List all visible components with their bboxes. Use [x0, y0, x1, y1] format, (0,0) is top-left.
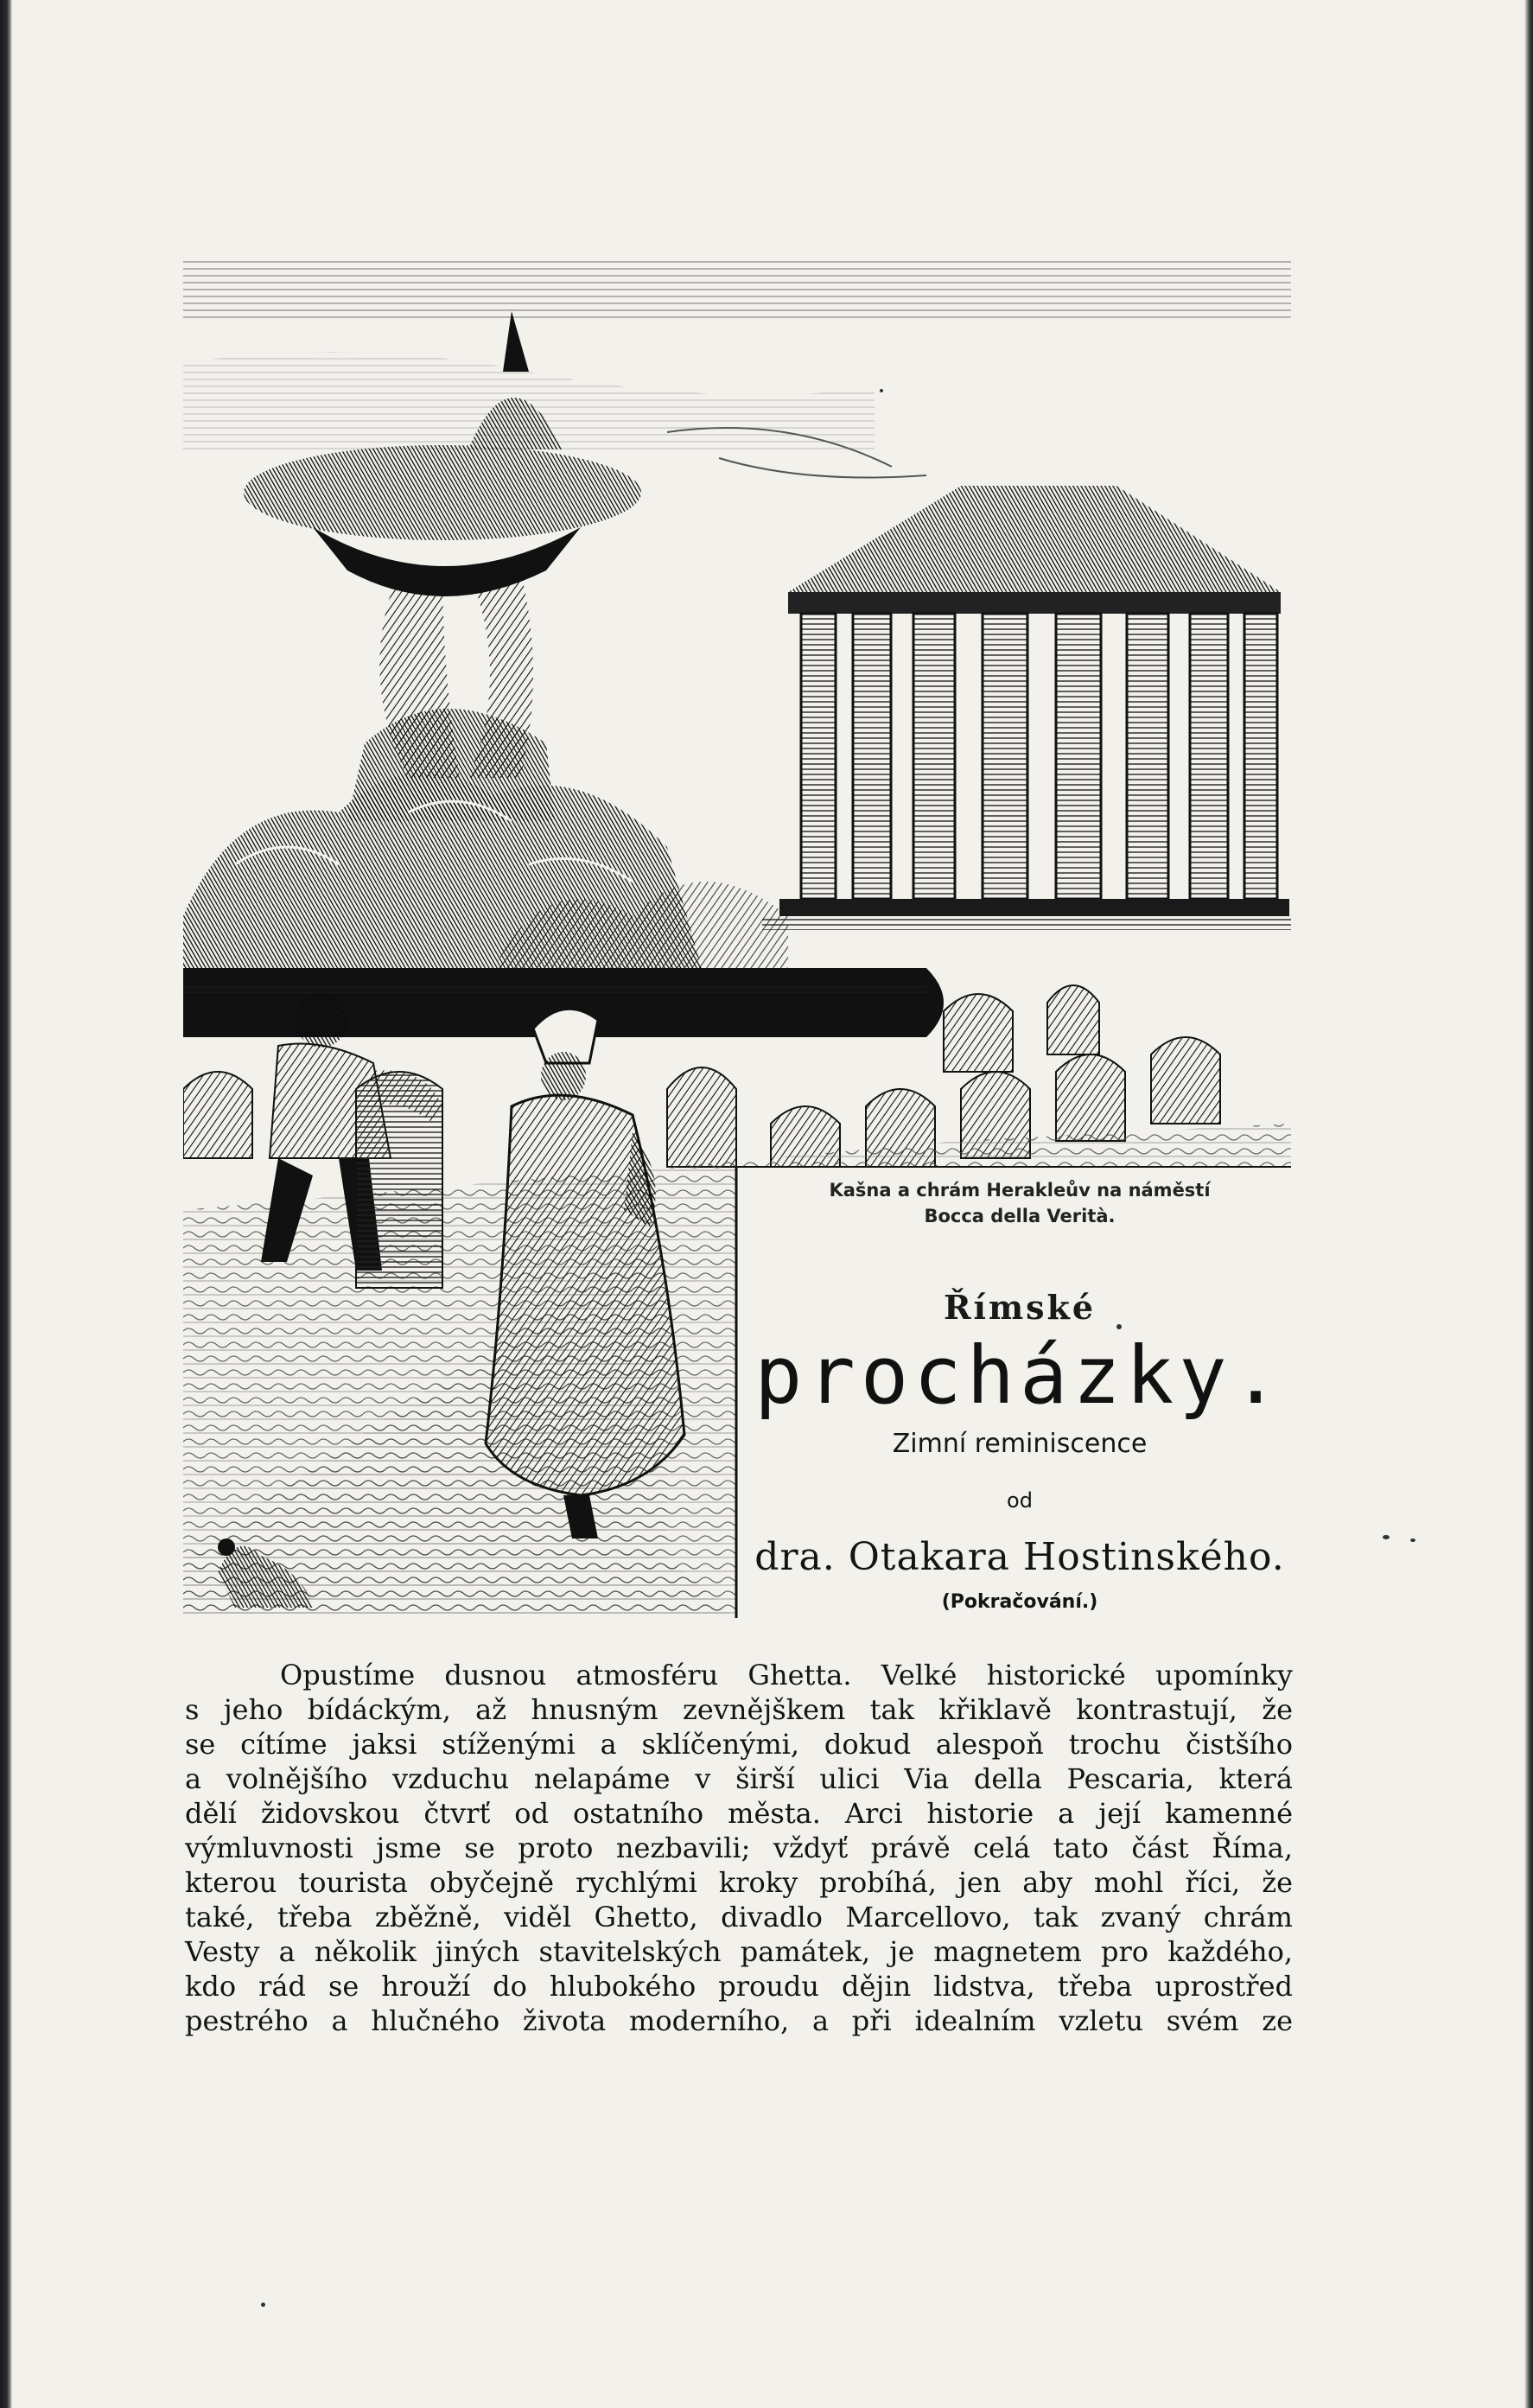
body-line: s jeho bídáckým, až hnusným zevnějškem tak křiklavě kontrastují, že: [185, 1693, 1293, 1726]
caption-line-1: Kašna a chrám Herakleův na náměstí: [829, 1180, 1211, 1201]
body-line: a volnějšího vzduchu nelapáme v širší ulici Via della Pescaria, která: [185, 1762, 1293, 1795]
woman-figure: [486, 1009, 684, 1538]
byline-preposition: od: [1007, 1488, 1033, 1513]
body-line: pestrého a hlučného života moderního, a při idealním vzletu svém ze: [185, 2004, 1293, 2037]
author-name: dra. Otakara Hostinského.: [754, 1535, 1285, 1579]
paper-speck: [1116, 1324, 1122, 1329]
article-subtitle: Zimní reminiscence: [892, 1429, 1148, 1459]
book-spine-edge: [0, 0, 12, 2408]
continuation-note: (Pokračování.): [941, 1591, 1098, 1613]
caption-line-2: Bocca della Verità.: [924, 1206, 1116, 1226]
page-edge-shadow: [1524, 0, 1533, 2408]
article-title: procházky.: [754, 1329, 1285, 1422]
body-line: výmluvnosti jsme se proto nezbavili; vždyť právě celá tato část Říma,: [185, 1831, 1293, 1864]
stone-post: [356, 1072, 442, 1288]
body-line: Vesty a několik jiných stavitelských památek, je magnetem pro každého,: [185, 1935, 1293, 1968]
sky-hatching: [183, 259, 1291, 478]
paper-speck: [1410, 1538, 1415, 1542]
body-line: dělí židovskou čtvrť od ostatního města. Arci historie a její kamenné: [185, 1797, 1293, 1830]
temple-of-hercules: [762, 486, 1291, 930]
body-line: také, třeba zběžně, viděl Ghetto, divadlo Marcellovo, tak zvaný chrám: [185, 1901, 1293, 1933]
body-line: Opustíme dusnou atmosféru Ghetta. Velké historické upomínky: [280, 1659, 1293, 1691]
article-title-block: [743, 1288, 1296, 1613]
body-line: kterou tourista obyčejně rychlými kroky probíhá, jen aby mohl říci, že: [185, 1866, 1293, 1899]
article-body: [185, 1658, 1293, 2038]
body-line: kdo rád se hrouží do hlubokého proudu dějin lidstva, třeba uprostřed: [185, 1970, 1293, 2003]
paper-speck: [1383, 1535, 1390, 1539]
body-line: se cítíme jaksi stíženými a sklíčenými, dokud alespoň trochu čistšího: [185, 1728, 1293, 1761]
paper-speck: [261, 2303, 265, 2307]
illustration-caption: [743, 1177, 1296, 1229]
paper-speck: [880, 389, 883, 392]
title-kicker: Římské: [943, 1288, 1097, 1327]
